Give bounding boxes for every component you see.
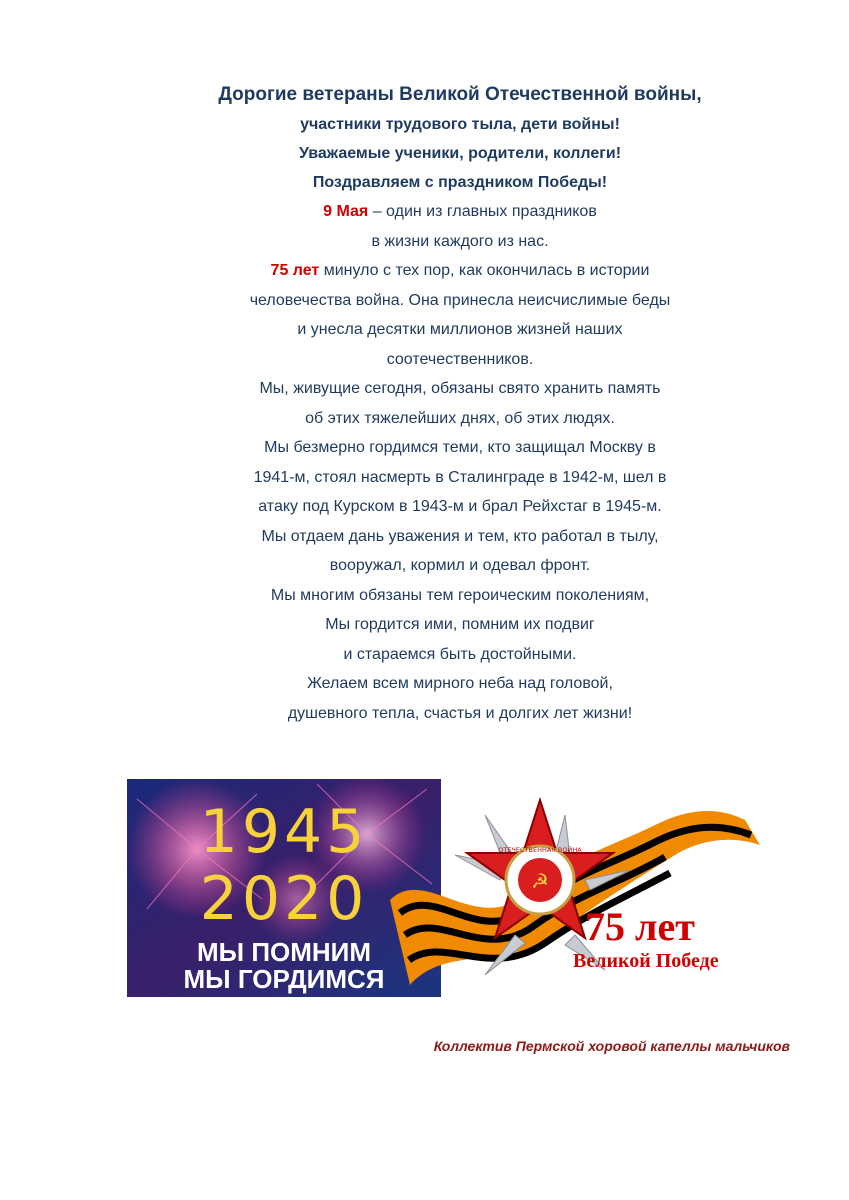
body-line: Мы отдаем дань уважения и тем, кто работал в тылу, (261, 527, 659, 545)
victory-emblem (385, 785, 765, 1015)
body-line: и стараемся быть достойными. (343, 645, 577, 663)
greeting-subtitle-2: Уважаемые ученики, родители, коллеги! (298, 145, 622, 162)
body-line: и унесла десятки миллионов жизней наших (297, 321, 623, 338)
body-line: атаку под Курском в 1943-м и брал Рейхстаг в 1945-м. (258, 498, 662, 515)
banner-slogan-proud: МЫ ГОРДИМСЯ (183, 964, 385, 994)
date-highlight: 9 Мая (323, 203, 369, 220)
body-text: – один из главных праздников (368, 203, 597, 220)
body-line: соотечественников. (386, 350, 534, 368)
body-line: человечества война. Она принесла неисчислимые беды (249, 291, 671, 309)
body-line: Желаем всем мирного неба над головой, (307, 675, 613, 692)
banner-year-start: 1945 (199, 797, 369, 867)
body-text: минуло с тех пор, как окончилась в истории (319, 262, 650, 279)
greeting-subtitle-3: Поздравляем с праздником Победы! (312, 174, 608, 191)
body-line: Мы гордится ими, помним их подвиг (325, 616, 595, 633)
body-line: об этих тяжелейших днях, об этих людях. (305, 409, 615, 427)
order-inscription: ОТЕЧЕСТВЕННАЯ ВОЙНА (498, 846, 582, 854)
body-line: душевного тепла, счастья и долгих лет жизни! (287, 704, 633, 722)
anniversary-years: 75 лет (585, 904, 695, 949)
st-george-ribbon-icon (385, 785, 765, 1015)
years-highlight: 75 лет (270, 262, 320, 279)
body-line: вооружал, кормил и одевал фронт. (329, 557, 591, 574)
greeting-letter (120, 80, 800, 728)
body-line: 1941-м, стоял насмерть в Сталинграде в 1942-м, шел в (253, 468, 667, 486)
body-line: Мы многим обязаны тем героическим поколениям, (270, 586, 650, 604)
anniversary-label (573, 904, 785, 973)
banner-year-end: 2020 (199, 864, 369, 934)
signature: Коллектив Пермской хоровой капеллы мальчиков (433, 1038, 790, 1054)
body-line (120, 197, 800, 227)
greeting-subtitle-1: участники трудового тыла, дети войны! (300, 116, 620, 133)
body-line: Мы безмерно гордимся теми, кто защищал Москву в (264, 439, 656, 456)
body-line: в жизни каждого из нас. (371, 232, 549, 250)
anniversary-subtitle: Великой Победе (573, 950, 719, 972)
hammer-sickle-icon: ☭ (531, 869, 549, 893)
body-line: Мы, живущие сегодня, обязаны свято хранить память (259, 380, 661, 397)
banner-slogan-remember: МЫ ПОМНИМ (196, 937, 372, 967)
greeting-title: Дорогие ветераны Великой Отечественной войны, (218, 84, 702, 105)
body-line (120, 256, 800, 286)
